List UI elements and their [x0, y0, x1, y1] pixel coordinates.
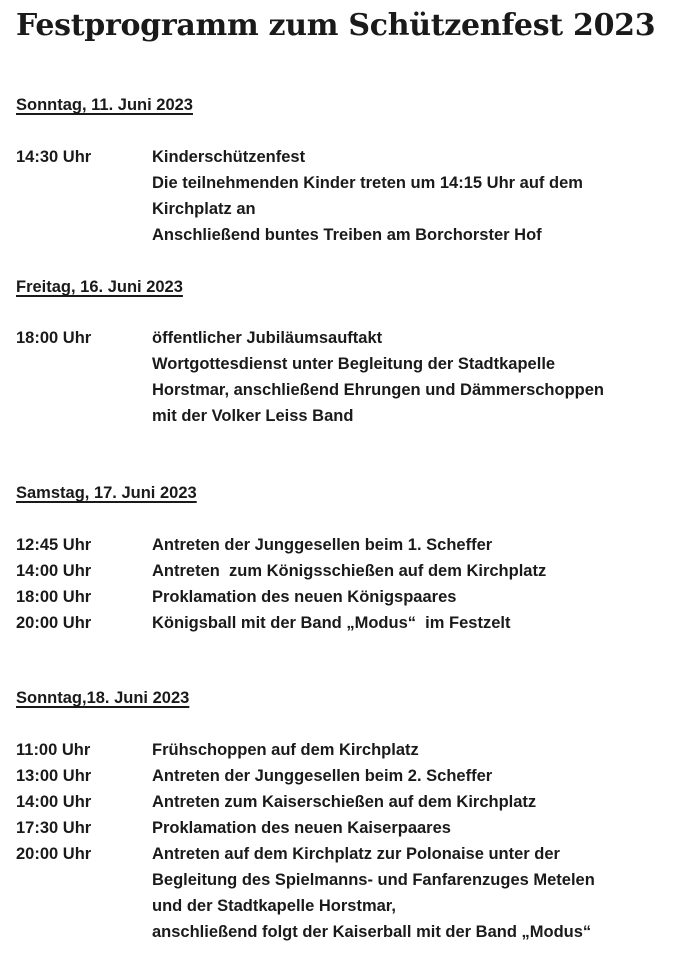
program-entry	[16, 841, 670, 945]
page-title: Festprogramm zum Schützenfest 2023	[16, 8, 656, 43]
program-entry	[16, 610, 670, 636]
entry-line: mit der Volker Leiss Band	[152, 407, 354, 425]
entry-time: 20:00 Uhr	[16, 614, 92, 632]
entry-time: 14:30 Uhr	[16, 148, 92, 166]
entry-line: Kirchplatz an	[152, 200, 256, 218]
day-heading: Freitag, 16. Juni 2023	[16, 278, 183, 296]
entry-time: 18:00 Uhr	[16, 588, 92, 606]
entry-line: öffentlicher Jubiläumsauftakt	[152, 329, 383, 347]
program-entry	[16, 144, 670, 248]
entry-line: Antreten der Junggesellen beim 1. Scheffer	[152, 536, 493, 554]
entry-time: 13:00 Uhr	[16, 767, 92, 785]
entry-line: anschließend folgt der Kaiserball mit der Band „Modus“	[152, 923, 592, 941]
entry-line: Horstmar, anschließend Ehrungen und Dämmerschoppen	[152, 381, 605, 399]
entry-time: 17:30 Uhr	[16, 819, 92, 837]
entry-description	[152, 558, 670, 584]
day-heading: Samstag, 17. Juni 2023	[16, 484, 197, 502]
day-heading: Sonntag, 11. Juni 2023	[16, 96, 193, 114]
entry-line: Kinderschützenfest	[152, 148, 306, 166]
entry-time: 14:00 Uhr	[16, 793, 92, 811]
entry-line: Antreten zum Königsschießen auf dem Kirchplatz	[152, 562, 547, 580]
entry-description	[152, 325, 670, 429]
entry-time: 20:00 Uhr	[16, 845, 92, 863]
entry-description	[152, 763, 670, 789]
entry-line: Antreten zum Kaiserschießen auf dem Kirchplatz	[152, 793, 537, 811]
program-entry	[16, 815, 670, 841]
entry-description	[152, 737, 670, 763]
program-entry	[16, 558, 670, 584]
program-entry	[16, 584, 670, 610]
entry-time: 14:00 Uhr	[16, 562, 92, 580]
entry-line: Wortgottesdienst unter Begleitung der Stadtkapelle	[152, 355, 556, 373]
entry-line: Proklamation des neuen Königspaares	[152, 588, 457, 606]
entry-line: Königsball mit der Band „Modus“ im Festzelt	[152, 614, 511, 632]
entry-line: Proklamation des neuen Kaiserpaares	[152, 819, 451, 837]
entry-line: und der Stadtkapelle Horstmar,	[152, 897, 396, 915]
day-heading: Sonntag,18. Juni 2023	[16, 689, 190, 707]
entry-time: 18:00 Uhr	[16, 329, 92, 347]
entry-line: Begleitung des Spielmanns- und Fanfarenzuges Metelen	[152, 871, 595, 889]
entry-line: Die teilnehmenden Kinder treten um 14:15 Uhr auf dem	[152, 174, 583, 192]
program-entry	[16, 737, 670, 763]
program-entry	[16, 763, 670, 789]
entry-time: 12:45 Uhr	[16, 536, 92, 554]
entry-description	[152, 532, 670, 558]
entry-description	[152, 584, 670, 610]
program-entry	[16, 789, 670, 815]
entry-description	[152, 815, 670, 841]
program-entry	[16, 532, 670, 558]
entry-description	[152, 841, 670, 945]
entry-description	[152, 144, 670, 248]
entry-line: Antreten auf dem Kirchplatz zur Polonaise unter der	[152, 845, 560, 863]
entry-line: Frühschoppen auf dem Kirchplatz	[152, 741, 419, 759]
entry-line: Anschließend buntes Treiben am Borchorster Hof	[152, 226, 542, 244]
entry-description	[152, 789, 670, 815]
entry-line: Antreten der Junggesellen beim 2. Scheffer	[152, 767, 493, 785]
program-entry	[16, 325, 670, 429]
entry-description	[152, 610, 670, 636]
entry-time: 11:00 Uhr	[16, 741, 91, 759]
